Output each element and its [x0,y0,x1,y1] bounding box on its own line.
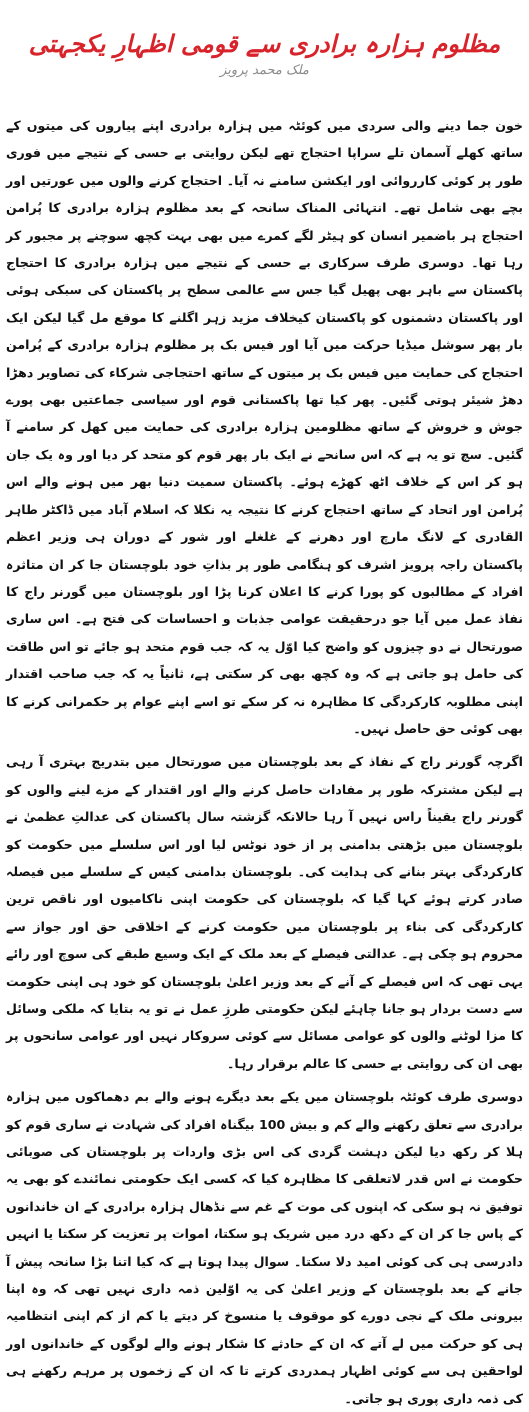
article-paragraph: خون جما دینے والی سردی میں کوئٹہ میں ہزارہ برادری اپنے پیاروں کی میتوں کے ساتھ کھلے آسمان تلے سراپا احتجاج تھے لیکن روایتی بے حسی کے نتیجے میں فوری طور پر کوئی کارروائی اور ایکشن سامنے نہ آیا۔ احتجاج کرنے والوں میں عورتیں اور بچے بھی شامل تھے۔ انتہائی المناک سانحہ کے بعد مظلوم ہزارہ برادری کا پُرامن احتجاج ہر باضمیر انسان کو ہیٹر لگے کمرے میں بھی بہت کچھ سوچنے پر مجبور کر رہا تھا۔ دوسری طرف سرکاری بے حسی کے نتیجے میں ہزارہ برادری کا احتجاج پاکستان سے باہر بھی پھیل گیا جس سے عالمی سطح پر پاکستان کی سبکی ہوئی اور پاکستان دشمنوں کو پاکستان کیخلاف مزید زہر اگلنے کا موقع مل گیا لیکن ایک بار پھر سوشل میڈیا حرکت میں آیا اور فیس بک پر مظلوم ہزارہ برادری کے پُرامن احتجاج کی حمایت میں فیس بک پر میتوں کے ساتھ احتجاجی شرکاء کی تصاویر دھڑا دھڑ شیئر ہوتی گئیں۔ پھر کیا تھا پاکستانی قوم اور سیاسی جماعتیں بھی پورے جوش و خروش کے ساتھ مظلومین ہزارہ برادری کی حمایت میں کھل کر سامنے آ گئیں۔ سچ تو یہ ہے کہ اس سانحے نے ایک بار پھر قوم کو متحد کر دیا اور وہ یک جان ہو کر اس کے خلاف اٹھ کھڑے ہوئے۔ پاکستان سمیت دنیا بھر میں ہونے والے اس پُرامن اور اتحاد کے ساتھ احتجاج کرنے کا نتیجہ یہ نکلا کہ اسلام آباد میں ڈاکٹر طاہر القادری کے لانگ مارچ اور دھرنے کے غلغلے اور شور کے دوران ہی وزیر اعظم پاکستان راجہ پرویز اشرف کو ہنگامی طور پر بذاتِ خود بلوچستان جا کر ان متاثرہ افراد کے مطالبوں کو پورا کرنے کا اعلان کرنا پڑا اور بلوچستان میں گورنر راج کا نفاذ عمل میں آیا جو درحقیقت عوامی جذبات و احساسات کی فتح ہے۔ اس ساری صورتحال نے دو چیزوں کو واضح کیا اوّل یہ کہ جب قوم متحد ہو جائے تو اس طاقت کی حامل ہو جاتی ہے کہ وہ کچھ بھی کر سکتی ہے، ثانیاً یہ کہ جب صاحب اقتدار اپنی مطلوبہ کارکردگی کا مظاہرہ نہ کر سکے تو اسے اپنے عوام پر حکمرانی کرنے کا بھی کوئی حق حاصل نہیں۔ [6,118,523,736]
article-paragraph: دوسری طرف کوئٹہ بلوچستان میں یکے بعد دیگرے ہونے والے بم دھماکوں میں ہزارہ برادری سے تعلق رکھنے والے کم و بیش 100 بیگناہ افراد کی شہادت نے ساری قوم کو ہلا کر رکھ دیا لیکن دہشت گردی کی اس بڑی واردات پر بلوچستان کی صوبائی حکومت نے اس قدر لاتعلقی کا مظاہرہ کیا کہ کسی ایک حکومتی نمائندے کو بھی یہ توفیق نہ ہو سکی کہ اپنوں کی موت کے غم سے نڈھال ہزارہ برادری کے ان خاندانوں کے پاس جا کر ان کے دکھ درد میں شریک ہو سکتا، اموات پر تعزیت کر سکتا یا انہیں دادرسی ہی کی کوئی امید دلا سکتا۔ سوال پیدا ہوتا ہے کہ کیا اتنا بڑا سانحہ پیش آ جانے کے بعد بلوچستان کے وزیر اعلیٰ کی یہ اوّلین ذمہ داری نہیں تھی کہ وہ اپنا بیرونی ملک کے نجی دورے کو موقوف یا منسوخ کر دیتے یا کم از کم اپنی انتظامیہ ہی کو حرکت میں لے آتے کہ ان کے حادثے کا شکار ہونے والے لوگوں کے خاندانوں اور لواحقین ہی سے کوئی اظہار ہمدردی کرتے تا کہ ان کے زخموں پر مرہم رکھنے ہی کی ذمہ داری پوری ہو جاتی۔ [6,1089,523,1406]
article-headline: مظلوم ہزارہ برادری سے قومی اظہارِ یکجہتی [28,30,501,59]
article-paragraph: اگرچہ گورنر راج کے نفاذ کے بعد بلوچستان میں صورتحال میں بتدریج بہتری آ رہی ہے لیکن مشترکہ طور پر مفادات حاصل کرنے والے اور اقتدار کے مزے لینے والوں کو گورنر راج یقیناً راس نہیں آ رہا حالانکہ گزشتہ سال پاکستان کی عدالتِ عظمیٰ نے بلوچستان میں بڑھتی بدامنی پر از خود نوٹس لیا اور اس سلسلے میں حکومت کو کارکردگی بہتر بنانے کی ہدایت کی۔ بلوچستان بدامنی کیس کے سلسلے میں فیصلہ صادر کرتے ہوئے کہا گیا کہ بلوچستان کی حکومت اپنی ناکامیوں اور ناقص ترین کارکردگی کی بناء پر بلوچستان میں حکومت کرنے کے اخلاقی حق اور جواز سے محروم ہو چکی ہے۔ عدالتی فیصلے کے بعد ملک کے ایک وسیع طبقے کی سوچ اور رائے یہی تھی کہ اس فیصلے کے آنے کے بعد وزیر اعلیٰ بلوچستان کو خود ہی اپنی حکومت سے دست بردار ہو جانا چاہئے لیکن حکومتی طرزِ عمل نے تو یہ بتایا کہ ملکی وسائل کا مزا لوٹنے والوں کو عوامی مسائل سے کوئی سروکار نہیں اور عوامی سانحوں پر بھی ان کی روایتی بے حسی کا عالم برقرار رہا۔ [6,754,523,1071]
article-body [6,112,523,1412]
author-byline: ملک محمد پرویز [220,63,309,78]
